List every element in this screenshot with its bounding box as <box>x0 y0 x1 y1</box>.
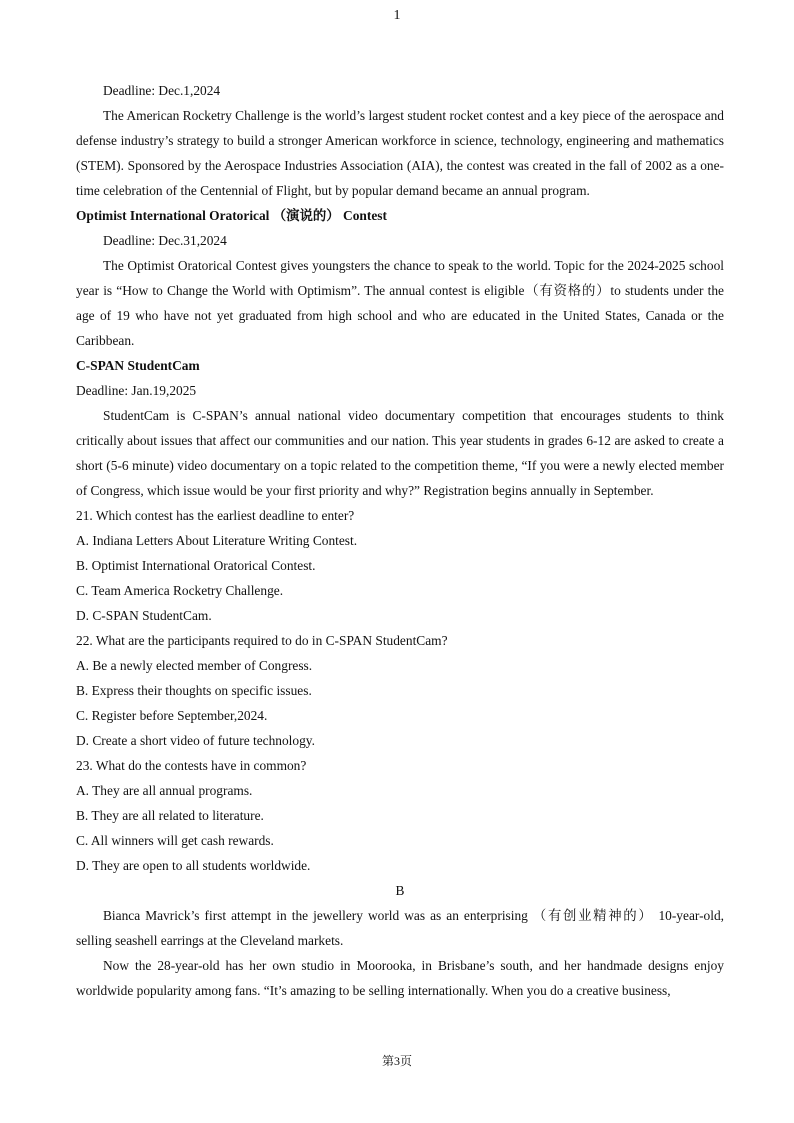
rocketry-deadline: Deadline: Dec.1,2024 <box>103 83 221 98</box>
question-22 <box>76 628 724 753</box>
answer-option: B. Optimist International Oratorical Contest. <box>76 558 316 573</box>
section-b-paragraph: Now the 28-year-old has her own studio in Moorooka, in Brisbane’s south, and her handmade designs enjoy worldwide popularity among fans. “It’s amazing to be selling internationally. When you do a creative business, <box>76 958 724 998</box>
answer-option: B. Express their thoughts on specific issues. <box>76 683 312 698</box>
answer-option: B. They are all related to literature. <box>76 808 264 823</box>
answer-option: A. They are all annual programs. <box>76 783 253 798</box>
answer-option: A. Be a newly elected member of Congress. <box>76 658 313 673</box>
question-23 <box>76 753 724 878</box>
answer-option: C. Team America Rocketry Challenge. <box>76 583 284 598</box>
answer-option: D. C-SPAN StudentCam. <box>76 608 212 623</box>
question-stem: 22. What are the participants required to do in C-SPAN StudentCam? <box>76 633 448 648</box>
section-b-label: B <box>395 883 405 898</box>
optimist-title: Optimist International Oratorical （演说的） Contest <box>76 208 387 223</box>
page-number-top: 1 <box>393 8 401 23</box>
optimist-description: The Optimist Oratorical Contest gives youngsters the chance to speak to the world. Topic for the 2024-2025 school year is “How to Change the World with Optimism”. The annual contest is eligible（有资格的）to students under the age of 19 who have not yet graduated from high school and who are educated in the United States, Canada or the Caribbean. <box>76 258 724 348</box>
cspan-title: C-SPAN StudentCam <box>76 358 200 373</box>
answer-option: C. Register before September,2024. <box>76 708 268 723</box>
answer-option: D. They are open to all students worldwide. <box>76 858 311 873</box>
page-footer: 第3页 <box>381 1054 412 1068</box>
cspan-deadline: Deadline: Jan.19,2025 <box>76 383 197 398</box>
section-b-paragraph: Bianca Mavrick’s first attempt in the jewellery world was as an enterprising （有创业精神的） 10-year-old, selling seashell earrings at the Cleveland markets. <box>76 908 724 948</box>
question-21 <box>76 503 724 628</box>
question-stem: 23. What do the contests have in common? <box>76 758 307 773</box>
question-stem: 21. Which contest has the earliest deadline to enter? <box>76 508 355 523</box>
cspan-description: StudentCam is C-SPAN’s annual national video documentary competition that encourages students to think critically about issues that affect our communities and our nation. This year students in grades 6-12 are asked to create a short (5-6 minute) video documentary on a topic related to the competition theme, “If you were a newly elected member of Congress, which issue would be your first priority and why?” Registration begins annually in September. <box>76 408 724 498</box>
document-body <box>76 78 724 1003</box>
answer-option: A. Indiana Letters About Literature Writing Contest. <box>76 533 358 548</box>
answer-option: D. Create a short video of future technology. <box>76 733 315 748</box>
answer-option: C. All winners will get cash rewards. <box>76 833 274 848</box>
rocketry-description: The American Rocketry Challenge is the world’s largest student rocket contest and a key piece of the aerospace and defense industry’s strategy to build a stronger American workforce in science, technology, engineering and mathematics (STEM). Sponsored by the Aerospace Industries Association (AIA), the contest was created in the fall of 2002 as a one-time celebration of the Centennial of Flight, but by popular demand became an annual program. <box>76 108 724 198</box>
optimist-deadline: Deadline: Dec.31,2024 <box>103 233 227 248</box>
